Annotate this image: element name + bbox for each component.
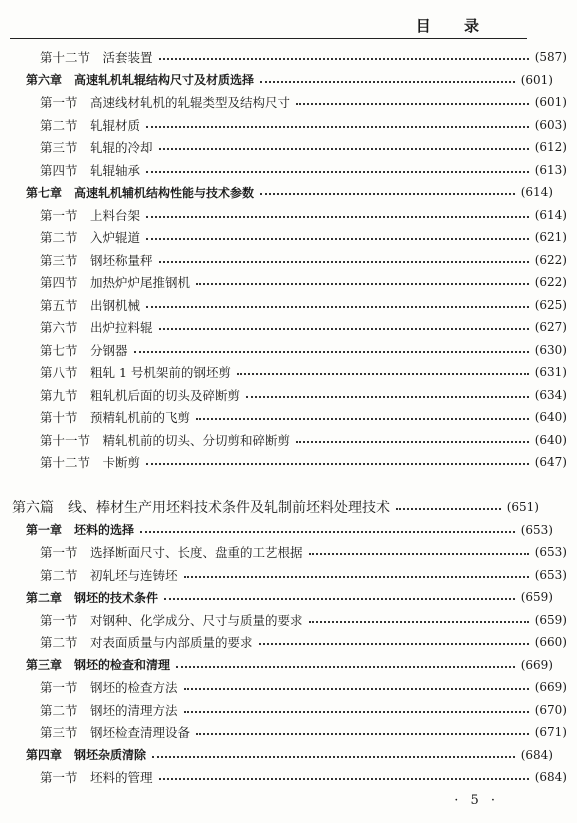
toc-entry-text: 选择断面尺寸、长度、盘重的工艺根据 <box>90 545 303 560</box>
toc-entry-section[interactable] <box>0 542 577 562</box>
toc-entry-section[interactable] <box>0 767 577 787</box>
dot-leader <box>259 643 529 645</box>
toc-entry-chapter[interactable] <box>0 70 563 90</box>
toc-entry-label: 第十二节 <box>40 455 91 470</box>
dot-leader <box>159 58 529 60</box>
toc-entry-page: (625) <box>534 297 567 312</box>
dot-leader <box>309 553 529 555</box>
toc-entry-title <box>40 453 140 471</box>
label-spacer <box>78 343 91 358</box>
toc-entry-section[interactable] <box>0 137 577 157</box>
toc-entry-page: (640) <box>534 410 567 424</box>
toc-entry-title <box>26 184 254 201</box>
toc-entry-section[interactable] <box>0 430 577 450</box>
toc-entry-title <box>40 723 190 741</box>
toc-entry-page: (612) <box>534 140 567 154</box>
dot-leader <box>260 81 515 83</box>
toc-entry-page: (669) <box>534 680 567 694</box>
toc-entry-title <box>26 589 158 606</box>
dot-leader <box>196 418 529 420</box>
toc-entry-page: (627) <box>534 320 567 334</box>
toc-entry-title <box>40 251 153 269</box>
toc-entry-title <box>40 318 153 336</box>
toc-entry-section[interactable] <box>0 295 577 315</box>
label-spacer <box>90 455 103 470</box>
toc-entry-label: 第九节 <box>40 387 78 403</box>
toc-entry-title <box>40 566 178 584</box>
dot-leader <box>134 351 529 353</box>
label-spacer <box>78 770 91 785</box>
dot-leader <box>152 756 515 758</box>
toc-entry-section[interactable] <box>0 115 577 135</box>
dot-leader <box>146 238 529 240</box>
toc-entry-text: 钢坯称量秤 <box>90 252 153 268</box>
dot-leader <box>196 733 529 735</box>
toc-entry-page: (640) <box>534 432 567 447</box>
dot-leader <box>146 171 529 173</box>
label-spacer <box>78 230 91 245</box>
toc-entry-page: (684) <box>534 770 567 784</box>
toc-entry-text: 钢坯杂质清除 <box>74 748 147 762</box>
label-spacer <box>78 140 91 155</box>
label-spacer <box>78 118 91 133</box>
toc-entry-part[interactable] <box>0 497 549 517</box>
label-spacer <box>78 365 91 380</box>
toc-entry-text: 活套装置 <box>102 50 153 65</box>
toc-entry-title <box>40 543 303 561</box>
label-spacer <box>78 388 91 403</box>
toc-entry-title <box>40 161 140 179</box>
toc-entry-text: 粗轧机后面的切头及碎断剪 <box>90 387 241 403</box>
dot-leader <box>396 508 501 510</box>
toc-entry-page: (669) <box>520 657 553 672</box>
toc-entry-text: 加热炉炉尾推钢机 <box>90 275 191 290</box>
toc-entry-title <box>40 116 140 134</box>
toc-entry-section[interactable] <box>0 92 577 112</box>
toc-entry-label: 第四章 <box>26 748 63 762</box>
page-header-title: 目 录 <box>415 17 493 35</box>
toc-entry-section[interactable] <box>0 677 577 697</box>
toc-entry-title <box>40 206 140 224</box>
toc-entry-text: 轧辊轴承 <box>90 162 141 178</box>
toc-entry-section[interactable] <box>0 700 577 720</box>
toc-entry-page: (634) <box>534 387 567 402</box>
toc-entry-page: (614) <box>534 207 567 222</box>
toc-entry-label: 第三节 <box>40 725 78 740</box>
dot-leader <box>184 711 529 713</box>
label-spacer <box>62 186 74 200</box>
toc-entry-title <box>40 678 178 696</box>
toc-entry-title <box>40 611 303 629</box>
toc-entry-title <box>26 521 134 538</box>
label-spacer <box>62 748 74 762</box>
toc-entry-text: 上料台架 <box>90 207 141 223</box>
dot-leader <box>296 441 529 443</box>
dot-leader <box>146 216 529 218</box>
toc-entry-section[interactable] <box>0 722 577 742</box>
dot-leader <box>159 148 529 150</box>
dot-leader <box>184 576 529 578</box>
label-spacer <box>78 275 91 290</box>
dot-leader <box>184 688 529 690</box>
toc-entry-chapter[interactable] <box>0 745 563 765</box>
toc-entry-title <box>40 341 128 359</box>
label-spacer <box>78 410 91 425</box>
toc-entry-page: (653) <box>534 567 567 582</box>
toc-entry-page: (653) <box>534 545 567 559</box>
dot-leader <box>140 531 515 533</box>
dot-leader <box>146 463 529 465</box>
label-spacer <box>78 320 91 335</box>
label-spacer <box>78 95 91 110</box>
dot-leader <box>176 666 515 668</box>
toc-entry-page: (630) <box>534 342 567 357</box>
toc-entry-label: 第六章 <box>26 73 63 87</box>
label-spacer <box>78 725 91 740</box>
toc-entry-label: 第六篇 <box>12 499 54 516</box>
toc-entry-section[interactable] <box>0 250 577 270</box>
label-spacer <box>78 545 91 560</box>
toc-entry-section[interactable] <box>0 407 577 427</box>
toc-entry-page: (659) <box>520 590 553 604</box>
toc-entry-section[interactable] <box>0 452 577 472</box>
toc-entry-text: 出钢机械 <box>90 297 141 313</box>
toc-entry-text: 精轧机前的切头、分切剪和碎断剪 <box>102 432 291 448</box>
toc-entry-title <box>40 701 178 719</box>
toc-entry-page: (603) <box>534 117 567 132</box>
toc-entry-label: 第七节 <box>40 342 78 358</box>
toc-entry-label: 第五节 <box>40 297 78 313</box>
toc-entry-page: (671) <box>534 725 567 739</box>
dot-leader <box>237 373 529 375</box>
toc-entry-title <box>26 71 254 88</box>
toc-entry-page: (613) <box>534 162 567 177</box>
label-spacer <box>78 680 91 695</box>
label-spacer <box>78 163 91 178</box>
dot-leader <box>164 598 515 600</box>
toc-entry-label: 第十一节 <box>40 432 91 448</box>
label-spacer <box>78 613 91 628</box>
toc-entry-section[interactable] <box>0 272 577 292</box>
toc-entry-page: (670) <box>534 702 567 717</box>
toc-entry-title <box>40 48 153 66</box>
toc-entry-page: (651) <box>506 499 539 514</box>
toc-entry-label: 第六节 <box>40 320 78 335</box>
dot-leader <box>146 126 529 128</box>
toc-entry-text: 高速线材轧机的轧辊类型及结构尺寸 <box>90 95 291 110</box>
toc-entry-section[interactable] <box>0 340 577 360</box>
label-spacer <box>62 73 74 87</box>
toc-entry-label: 第三章 <box>26 658 63 672</box>
toc-entry-title <box>40 296 140 314</box>
toc-entry-label: 第一节 <box>40 545 78 560</box>
toc-entry-text: 钢坯检查清理设备 <box>90 725 191 740</box>
toc-entry-section[interactable] <box>0 632 577 652</box>
dot-leader <box>146 306 529 308</box>
toc-entry-text: 高速轧机辅机结构性能与技术参数 <box>74 185 255 200</box>
toc-entry-chapter[interactable] <box>0 182 563 202</box>
toc-entry-text: 线、棒材生产用坯料技术条件及轧制前坯料处理技术 <box>68 499 390 516</box>
toc-entry-text: 高速轧机轧辊结构尺寸及材质选择 <box>74 73 255 87</box>
toc-entry-label: 第四节 <box>40 162 78 178</box>
toc-entry-section[interactable] <box>0 362 577 382</box>
dot-leader <box>159 261 529 263</box>
toc-entry-text: 坯料的选择 <box>74 523 135 537</box>
toc-entry-page: (659) <box>534 612 567 627</box>
toc-entry-label: 第二节 <box>40 567 78 583</box>
toc-entry-page: (621) <box>534 230 567 244</box>
label-spacer <box>62 658 74 672</box>
label-spacer <box>62 591 74 605</box>
toc-entry-label: 第八节 <box>40 365 78 380</box>
toc-entry-title <box>40 768 153 786</box>
dot-leader <box>246 396 529 398</box>
page-number: · 5 · <box>454 793 499 808</box>
label-spacer <box>54 500 68 516</box>
toc-entry-label: 第十二节 <box>40 50 91 65</box>
toc-entry-title <box>26 656 170 673</box>
toc-entry-text: 轧辊材质 <box>90 117 141 133</box>
toc-entry-label: 第三节 <box>40 140 78 155</box>
toc-entry-label: 第七章 <box>26 185 63 200</box>
toc-entry-text: 钢坯的技术条件 <box>74 590 159 605</box>
toc-entry-section[interactable] <box>0 160 577 180</box>
toc-entry-text: 坯料的管理 <box>90 770 153 785</box>
toc-entry-section[interactable] <box>0 317 577 337</box>
dot-leader <box>159 328 529 330</box>
label-spacer <box>78 298 91 313</box>
toc-entry-text: 对表面质量与内部质量的要求 <box>90 635 253 650</box>
label-spacer <box>78 568 91 583</box>
toc-entry-text: 钢坯的检查方法 <box>90 680 178 695</box>
label-spacer <box>78 208 91 223</box>
toc-entry-title <box>12 497 390 517</box>
toc-entry-label: 第一节 <box>40 680 78 695</box>
toc-entry-section[interactable] <box>0 227 577 247</box>
toc-entry-page: (622) <box>534 275 567 289</box>
toc-entry-text: 入炉辊道 <box>90 230 141 245</box>
toc-entry-page: (587) <box>534 50 567 64</box>
toc-entry-text: 粗轧 1 号机架前的钢坯剪 <box>90 365 231 380</box>
toc-entry-section[interactable] <box>0 47 577 67</box>
toc-entry-label: 第一节 <box>40 770 78 785</box>
toc-entry-section[interactable] <box>0 610 577 630</box>
toc-entry-title <box>40 138 153 156</box>
toc-entry-text: 初轧坯与连铸坯 <box>90 567 178 583</box>
toc-entry-text: 轧辊的冷却 <box>90 140 153 155</box>
toc-entry-title <box>26 746 146 763</box>
toc-entry-text: 钢坯的清理方法 <box>90 702 178 718</box>
toc-entry-title <box>40 633 253 651</box>
toc-entry-page: (647) <box>534 455 567 469</box>
toc-entry-title <box>40 408 190 426</box>
toc-entry-section[interactable] <box>0 385 577 405</box>
toc-entry-text: 分钢器 <box>90 342 128 358</box>
toc-entry-label: 第二章 <box>26 590 63 605</box>
toc-entry-label: 第一节 <box>40 612 78 628</box>
toc-entry-label: 第二节 <box>40 117 78 133</box>
toc-entry-page: (601) <box>534 95 567 109</box>
label-spacer <box>90 50 103 65</box>
toc-entry-label: 第一节 <box>40 95 78 110</box>
label-spacer <box>62 523 74 537</box>
toc-entry-page: (614) <box>520 185 553 199</box>
toc-entry-title <box>40 273 190 291</box>
toc-entry-section[interactable] <box>0 205 577 225</box>
toc-entry-label: 第一节 <box>40 207 78 223</box>
label-spacer <box>78 703 91 718</box>
toc-entry-chapter[interactable] <box>0 520 563 540</box>
toc-entry-page: (601) <box>520 72 553 87</box>
toc-entry-label: 第二节 <box>40 702 78 718</box>
label-spacer <box>78 253 91 268</box>
toc-entry-page: (631) <box>534 365 567 379</box>
toc-entry-title <box>40 228 140 246</box>
toc-entry-title <box>40 386 240 404</box>
toc-entry-text: 钢坯的检查和清理 <box>74 658 171 672</box>
label-spacer <box>78 635 91 650</box>
dot-leader <box>309 621 529 623</box>
toc-entry-text: 预精轧机前的飞剪 <box>90 410 191 425</box>
dot-leader <box>196 283 529 285</box>
toc-entry-chapter[interactable] <box>0 587 563 607</box>
toc-entry-page: (622) <box>534 252 567 267</box>
toc-entry-label: 第二节 <box>40 635 78 650</box>
toc-entry-chapter[interactable] <box>0 655 563 675</box>
toc-entry-label: 第三节 <box>40 252 78 268</box>
toc-entry-text: 对钢种、化学成分、尺寸与质量的要求 <box>90 612 303 628</box>
toc-entry-title <box>40 363 231 381</box>
toc-entry-page: (653) <box>520 522 553 537</box>
toc-entry-text: 卡断剪 <box>102 455 141 470</box>
dot-leader <box>296 103 529 105</box>
label-spacer <box>90 433 103 448</box>
toc-entry-text: 出炉拉料辊 <box>90 320 153 335</box>
header-rule <box>10 38 527 39</box>
toc-entry-label: 第十节 <box>40 410 78 425</box>
dot-leader <box>159 778 529 780</box>
toc-entry-title <box>40 93 290 111</box>
toc-entry-title <box>40 431 290 449</box>
toc-entry-label: 第二节 <box>40 230 78 245</box>
toc-entry-section[interactable] <box>0 565 577 585</box>
toc-entry-label: 第四节 <box>40 275 78 290</box>
dot-leader <box>260 193 515 195</box>
toc-entry-page: (684) <box>520 747 553 762</box>
toc-entry-page: (660) <box>534 635 567 649</box>
toc-entry-label: 第一章 <box>26 523 63 537</box>
